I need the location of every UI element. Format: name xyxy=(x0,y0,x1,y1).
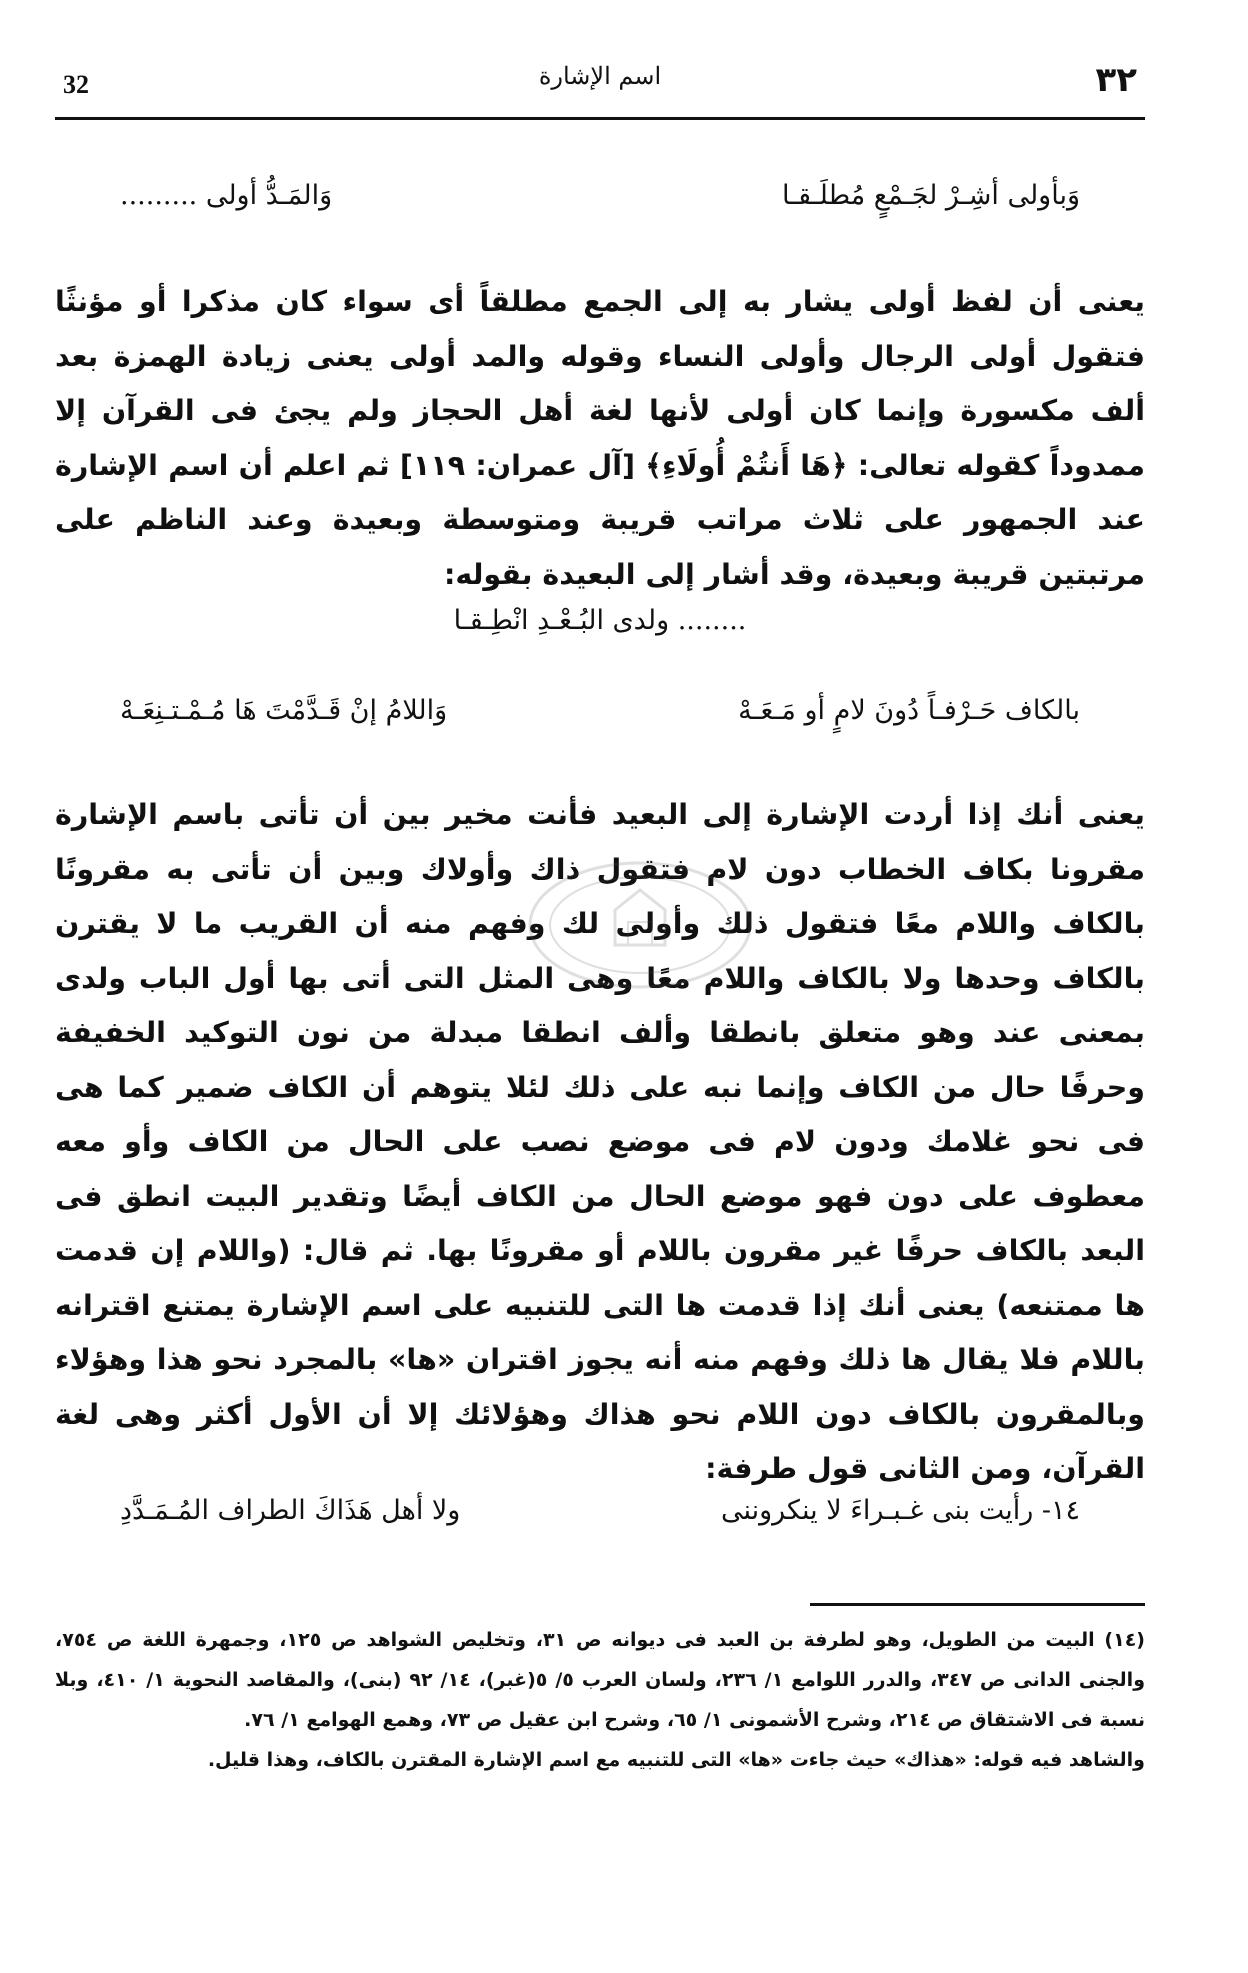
footnote-14: (١٤) البيت من الطويل، وهو لطرفة بن العبد فى ديوانه ص ٣١، وتخليص الشواهد ص ١٢٥، وجمهرة اللغة ص ٧٥٤، والجنى الدانى ص ٣٤٧، والدرر اللوامع ١/ ٢٣٦، ولسان العرب ٥/ ٥(غبر)، ١٤/ ٩٢ (بنى)، والمقاصد النحوية ١/ ٤١٠، وبلا نسبة فى الاشتقاق ص ٢١٤، وشرح الأشمونى ١/ ٦٥، وشرح ابن عقيل ص ٧٣، وهمع الهوامع ١/ ٧٦. xyxy=(55,1629,1146,1731)
verse-1 xyxy=(120,180,1080,230)
header-rule xyxy=(55,117,1145,120)
verse-3-second-hemistich: وَاللامُ إنْ قَـدَّمْتَ هَا مُـمْـتـنِعَـهْ xyxy=(120,695,448,726)
verse-1-second-hemistich: وَالمَـدُّ أولى ......... xyxy=(120,180,333,211)
verse-2 xyxy=(120,605,1080,655)
running-title: اسم الإشارة xyxy=(538,62,662,90)
page-number-latin: 32 xyxy=(63,70,89,99)
footnote-rule xyxy=(810,1603,1145,1606)
page-header xyxy=(55,58,1145,118)
verse-4 xyxy=(120,1495,1080,1545)
verse-3 xyxy=(120,695,1080,745)
library-stamp-watermark xyxy=(520,850,760,1000)
commentary-paragraph-1: يعنى أن لفظ أولى يشار به إلى الجمع مطلقاً أى سواء كان مذكرا أو مؤنثًا فتقول أولى الرجال وأولى النساء وقوله والمد أولى يعنى زيادة الهمزة بعد ألف مكسورة وإنما كان أولى لأنها لغة أهل الحجاز ولم يجئ فى القرآن إلا ممدوداً كقوله تعالى: ﴿هَا أَنتُمْ أُولَاءِ﴾ [آل عمران: ١١٩] ثم اعلم أن اسم الإشارة عند الجمهور على ثلاث مراتب قريبة ومتوسطة وبعيدة وعند الناظم على مرتبتين قريبة وبعيدة، وقد أشار إلى البعيدة بقوله: xyxy=(55,285,1145,591)
verse-4-first-hemistich: ١٤- رأيت بنى غـبـراءَ لا ينكروننى xyxy=(720,1495,1080,1526)
verse-4-second-hemistich: ولا أهل هَذَاكَ الطراف المُـمَـدَّدِ xyxy=(120,1495,461,1526)
commentary-paragraph-2: يعنى أنك إذا أردت الإشارة إلى البعيد فأنت مخير بين أن تأتى باسم الإشارة مقرونا بكاف الخطاب دون لام فتقول ذاك وأولاك وبين أن تأتى به مقرونًا بالكاف واللام معًا فتقول ذلك وأولى لك وفهم منه أن القريب ما لا يقترن بالكاف وحدها ولا بالكاف واللام معًا وهى المثل التى أتى بها أول الباب ولدى بمعنى عند وهو متعلق بانطقا وألف انطقا مبدلة من نون التوكيد الخفيفة وحرفًا حال من الكاف وإنما نبه على ذلك لئلا يتوهم أن الكاف ضمير كما هى فى نحو غلامك ودون لام فى موضع نصب على الحال من الكاف وأو معه معطوف على دون فهو موضع الحال من الكاف أيضًا وتقدير البيت انطق فى البعد بالكاف حرفًا غير مقرون باللام أو مقرونًا بها. ثم قال: (واللام إن قدمت ها ممتنعه) يعنى أنك إذا قدمت ها التى للتنبيه على اسم الإشارة يمتنع اقترانه باللام فلا يقال ها ذلك وفهم منه أنه يجوز اقتران «ها» بالمجرد نحو هذا وهؤلاء وبالمقرون بالكاف دون اللام نحو هذاك وهؤلائك إلا أن الأول أكثر وهى لغة القرآن، ومن الثانى قول طرفة: xyxy=(55,798,1145,1485)
footnotes xyxy=(55,1620,1145,1780)
verse-3-first-hemistich: بالكاف حَـرْفـاً دُونَ لامٍ أو مَـعَـهْ xyxy=(738,695,1080,726)
page-number-arabic: ٣٢ xyxy=(1095,60,1137,100)
footnote-shahid: والشاهد فيه قوله: «هذاك» حيث جاءت «ها» التى للتنبيه مع اسم الإشارة المقترن بالكاف، وهذا قليل. xyxy=(207,1749,1145,1771)
verse-1-first-hemistich: وَبأولى أشِـرْ لجَـمْعٍ مُطلَـقـا xyxy=(781,180,1080,211)
verse-2-hemistich: ........ ولدى البُـعْـدِ انْطِـقـا xyxy=(453,605,747,636)
